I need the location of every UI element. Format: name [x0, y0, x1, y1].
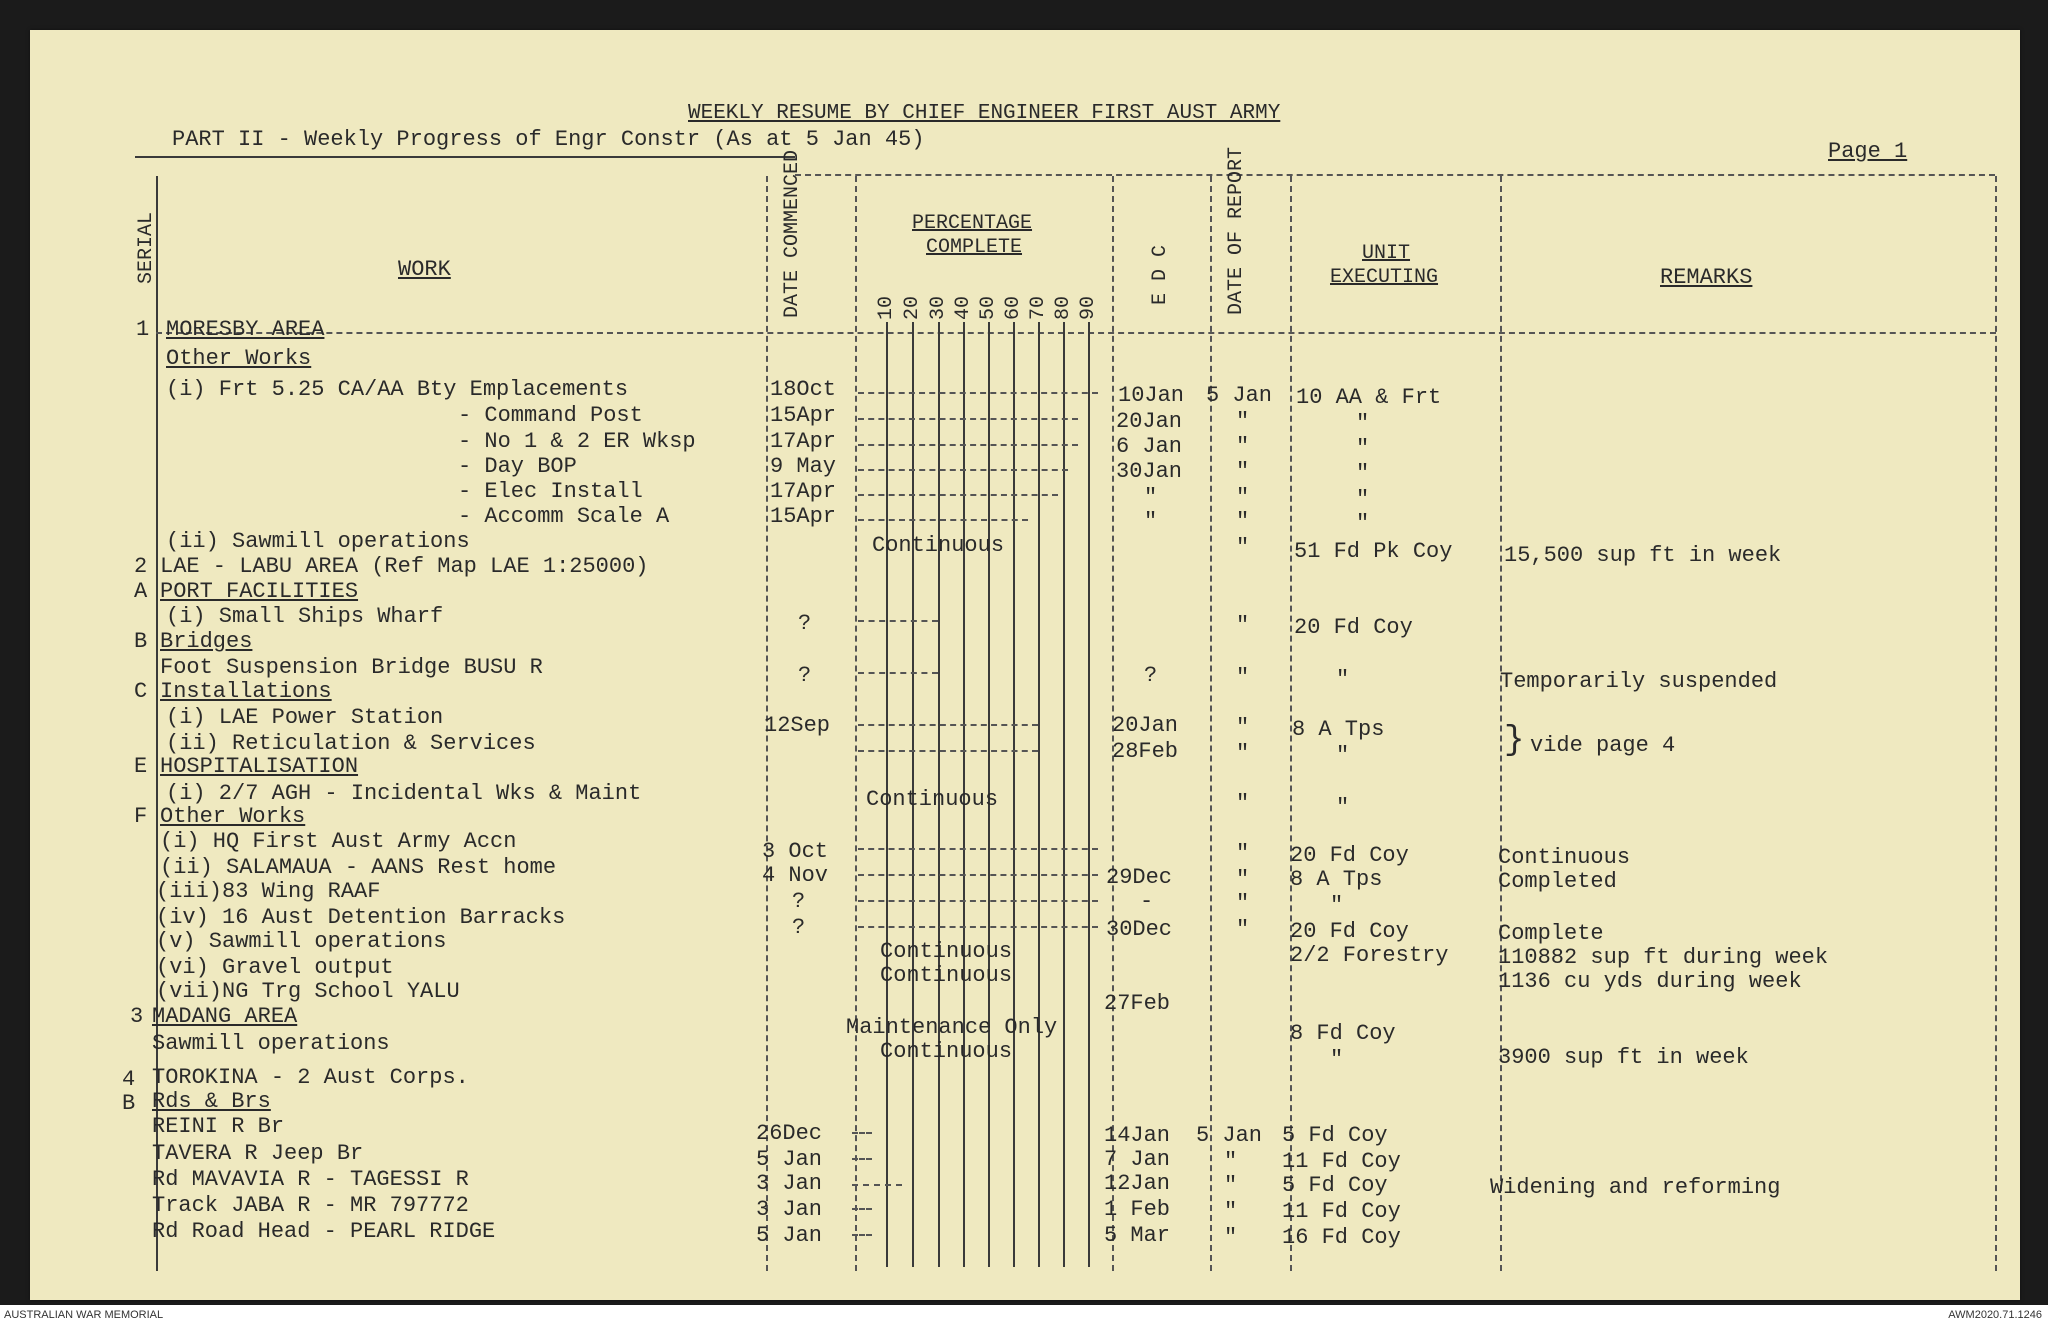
col-line-edc — [1210, 176, 1212, 1271]
edc-value: 7 Jan — [1104, 1147, 1171, 1172]
date-commenced: 18Oct — [770, 377, 837, 402]
work-mavavia: Rd MAVAVIA R - TAGESSI R — [152, 1167, 469, 1192]
serial-a: A — [134, 579, 148, 604]
work-gravel: (vi) Gravel output — [156, 955, 394, 980]
progress-bar — [852, 1184, 902, 1186]
unit-value: 2/2 Forestry — [1290, 943, 1449, 968]
serial-c: C — [134, 679, 148, 704]
progress-bar — [858, 469, 1068, 471]
unit-value: 11 Fd Coy — [1282, 1199, 1401, 1224]
date-commenced: ? — [798, 663, 812, 688]
col-header-serial: SERIAL — [135, 212, 158, 285]
pct-note: Continuous — [880, 963, 1013, 988]
work-small-ships: (i) Small Ships Wharf — [166, 604, 444, 629]
work-hosp: HOSPITALISATION — [160, 754, 359, 779]
work-madang: MADANG AREA — [152, 1004, 298, 1029]
unit-ditto: " — [1336, 795, 1350, 820]
pct-line-80 — [1063, 322, 1065, 1267]
unit-ditto: " — [1356, 436, 1370, 461]
report-ditto: " — [1236, 791, 1250, 816]
progress-bar — [858, 418, 1078, 420]
pct-tick-10: 10 — [875, 295, 898, 320]
progress-bar — [858, 874, 1098, 876]
work-no12: - No 1 & 2 ER Wksp — [458, 429, 696, 454]
date-commenced: 15Apr — [770, 504, 837, 529]
report-ditto: " — [1236, 917, 1250, 942]
report-date: 5 Jan — [1196, 1123, 1263, 1148]
unit-ditto: " — [1336, 743, 1350, 768]
report-ditto: " — [1236, 867, 1250, 892]
header-rule — [795, 174, 1995, 176]
report-ditto: " — [1236, 535, 1250, 560]
progress-bar — [858, 848, 1098, 850]
report-ditto: " — [1224, 1225, 1238, 1250]
work-wing: (iii)83 Wing RAAF — [156, 879, 381, 904]
progress-bar — [858, 926, 1098, 928]
col-line-right — [1995, 176, 1997, 1271]
date-commenced: 3 Jan — [756, 1171, 823, 1196]
edc-value: - — [1140, 889, 1154, 914]
pct-line-90 — [1088, 322, 1090, 1267]
col-header-pct-2: COMPLETE — [926, 236, 1023, 259]
work-torokina: TOROKINA - 2 Aust Corps. — [152, 1065, 469, 1090]
remark: 110882 sup ft during week — [1498, 945, 1829, 970]
report-ditto: " — [1224, 1149, 1238, 1174]
work-jaba: Track JABA R - MR 797772 — [152, 1193, 469, 1218]
report-ditto: " — [1236, 741, 1250, 766]
col-line-date — [855, 176, 857, 1271]
progress-bar — [858, 392, 1098, 394]
pct-line-60 — [1013, 322, 1015, 1267]
report-ditto: " — [1236, 485, 1250, 510]
work-accomm: - Accomm Scale A — [458, 504, 670, 529]
remark: Completed — [1498, 869, 1617, 894]
work-sawmill-ii: (ii) Sawmill operations — [166, 529, 470, 554]
work-rds: Rds & Brs — [152, 1089, 271, 1114]
work-detention: (iv) 16 Aust Detention Barracks — [156, 905, 566, 930]
footer-bar — [0, 1305, 2048, 1325]
work-other-works-2: Other Works — [160, 804, 306, 829]
remark: 15,500 sup ft in week — [1504, 543, 1782, 568]
edc-value: 30Dec — [1106, 917, 1173, 942]
unit-ditto: " — [1336, 667, 1350, 692]
col-header-edc: E D C — [1149, 244, 1172, 305]
unit-ditto: " — [1330, 1047, 1344, 1072]
edc-value: 28Feb — [1112, 739, 1179, 764]
page-number: Page 1 — [1828, 139, 1908, 164]
report-ditto: " — [1224, 1173, 1238, 1198]
progress-bar — [858, 620, 938, 622]
edc-value: 1 Feb — [1104, 1197, 1171, 1222]
footer-credit: AUSTRALIAN WAR MEMORIAL — [4, 1309, 164, 1321]
progress-bar — [858, 494, 1058, 496]
unit-value: 20 Fd Coy — [1290, 843, 1409, 868]
unit-value: 5 Fd Coy — [1282, 1173, 1388, 1198]
work-installations: Installations — [160, 679, 332, 704]
pct-note: Continuous — [880, 1039, 1013, 1064]
work-frt: (i) Frt 5.25 CA/AA Bty Emplacements — [166, 377, 629, 402]
serial-2: 2 — [134, 554, 148, 579]
pct-tick-90: 90 — [1077, 295, 1100, 320]
unit-ditto: " — [1356, 461, 1370, 486]
pct-note: Maintenance Only — [846, 1015, 1058, 1040]
serial-4: 4 — [122, 1067, 136, 1092]
progress-bar — [858, 724, 1038, 726]
serial-b2: B — [122, 1091, 136, 1116]
report-ditto: " — [1236, 891, 1250, 916]
date-commenced: ? — [792, 915, 806, 940]
serial-f: F — [134, 804, 148, 829]
col-header-work: WORK — [398, 257, 451, 282]
document-title: WEEKLY RESUME BY CHIEF ENGINEER FIRST AUST ARMY — [688, 102, 1281, 125]
date-commenced: 17Apr — [770, 429, 837, 454]
part-heading: PART II - Weekly Progress of Engr Constr (As at 5 Jan 45) — [172, 127, 925, 152]
col-line-unit — [1500, 176, 1502, 1271]
unit-value: 8 Fd Coy — [1290, 1021, 1396, 1046]
report-ditto: " — [1236, 409, 1250, 434]
unit-ditto: " — [1356, 511, 1370, 536]
remark: Complete — [1498, 921, 1604, 946]
date-commenced: 4 Nov — [762, 863, 829, 888]
edc-value: ? — [1144, 663, 1158, 688]
work-sawmill-v: (v) Sawmill operations — [156, 929, 447, 954]
date-commenced: 9 May — [770, 454, 837, 479]
progress-bar — [852, 1158, 872, 1160]
unit-ditto: " — [1330, 893, 1344, 918]
work-reini: REINI R Br — [152, 1114, 285, 1139]
unit-ditto: " — [1356, 487, 1370, 512]
pct-tick-40: 40 — [952, 295, 975, 320]
work-elec: - Elec Install — [458, 479, 643, 504]
col-header-unit-1: UNIT — [1362, 242, 1411, 265]
edc-value: 30Jan — [1116, 459, 1183, 484]
pct-note: Continuous — [866, 787, 999, 812]
unit-value: 20 Fd Coy — [1290, 919, 1409, 944]
report-ditto: " — [1236, 459, 1250, 484]
date-commenced: 5 Jan — [756, 1147, 823, 1172]
work-tavera: TAVERA R Jeep Br — [152, 1141, 364, 1166]
date-commenced: 26Dec — [756, 1121, 823, 1146]
report-ditto: " — [1224, 1199, 1238, 1224]
pct-tick-20: 20 — [901, 295, 924, 320]
serial-3: 3 — [130, 1004, 144, 1029]
edc-value: 20Jan — [1112, 713, 1179, 738]
edc-value: 20Jan — [1116, 409, 1183, 434]
edc-value: " — [1144, 509, 1158, 534]
progress-bar — [858, 444, 1078, 446]
serial-b: B — [134, 629, 148, 654]
report-date: 5 Jan — [1206, 383, 1273, 408]
edc-value: 27Feb — [1104, 991, 1171, 1016]
unit-value: 20 Fd Coy — [1294, 615, 1413, 640]
remark: Widening and reforming — [1490, 1175, 1781, 1200]
work-salamaua: (ii) SALAMAUA - AANS Rest home — [160, 855, 557, 880]
col-header-remarks: REMARKS — [1660, 265, 1753, 290]
edc-value: 14Jan — [1104, 1123, 1171, 1148]
edc-value: " — [1144, 485, 1158, 510]
pct-note: Continuous — [872, 533, 1005, 558]
work-power: (i) LAE Power Station — [166, 705, 444, 730]
work-sawmill-m: Sawmill operations — [152, 1031, 390, 1056]
unit-value: 51 Fd Pk Coy — [1294, 539, 1453, 564]
remark: vide page 4 — [1530, 733, 1676, 758]
edc-value: 5 Mar — [1104, 1223, 1171, 1248]
report-ditto: " — [1236, 613, 1250, 638]
work-agh: (i) 2/7 AGH - Incidental Wks & Maint — [166, 781, 642, 806]
remark: 1136 cu yds during week — [1498, 969, 1802, 994]
pct-line-70 — [1038, 322, 1040, 1267]
work-bridges: Bridges — [160, 629, 253, 654]
work-pearl: Rd Road Head - PEARL RIDGE — [152, 1219, 496, 1244]
remark: Temporarily suspended — [1500, 669, 1778, 694]
progress-bar — [858, 519, 1028, 521]
edc-value: 29Dec — [1106, 865, 1173, 890]
brace-icon: } — [1504, 722, 1525, 760]
edc-value: 6 Jan — [1116, 434, 1183, 459]
date-commenced: ? — [798, 611, 812, 636]
header-bottom-rule — [156, 332, 1996, 334]
progress-bar — [852, 1234, 872, 1236]
work-foot-bridge: Foot Suspension Bridge BUSU R — [160, 655, 543, 680]
pct-tick-70: 70 — [1027, 295, 1050, 320]
work-lae: LAE - LABU AREA (Ref Map LAE 1:25000) — [160, 554, 649, 579]
pct-tick-60: 60 — [1002, 295, 1025, 320]
col-header-date-commenced: DATE COMMENCED — [781, 149, 804, 318]
serial-e: E — [134, 754, 148, 779]
date-commenced: 5 Jan — [756, 1223, 823, 1248]
date-commenced: ? — [792, 889, 806, 914]
progress-bar — [858, 900, 1098, 902]
progress-bar — [852, 1132, 872, 1134]
header-underline — [135, 156, 795, 158]
date-commenced: 15Apr — [770, 403, 837, 428]
unit-value: 16 Fd Coy — [1282, 1225, 1401, 1250]
report-ditto: " — [1236, 841, 1250, 866]
progress-bar — [852, 1208, 872, 1210]
pct-note: Continuous — [880, 939, 1013, 964]
footer-accession-number: AWM2020.71.1246 — [1948, 1309, 2042, 1321]
report-ditto: " — [1236, 715, 1250, 740]
unit-value: 5 Fd Coy — [1282, 1123, 1388, 1148]
report-ditto: " — [1236, 665, 1250, 690]
remark: 3900 sup ft in week — [1498, 1045, 1749, 1070]
work-hq: (i) HQ First Aust Army Accn — [160, 829, 517, 854]
pct-tick-50: 50 — [977, 295, 1000, 320]
work-other-works: Other Works — [166, 346, 312, 371]
work-ng-trg: (vii)NG Trg School YALU — [156, 979, 460, 1004]
pct-tick-80: 80 — [1052, 295, 1075, 320]
edc-value: 10Jan — [1118, 383, 1185, 408]
report-ditto: " — [1236, 509, 1250, 534]
unit-value: 8 A Tps — [1292, 717, 1385, 742]
report-ditto: " — [1236, 434, 1250, 459]
progress-bar — [858, 672, 938, 674]
date-commenced: 3 Oct — [762, 839, 829, 864]
unit-value: 10 AA & Frt — [1296, 385, 1442, 410]
work-retic: (ii) Reticulation & Services — [166, 731, 536, 756]
col-header-pct-1: PERCENTAGE — [912, 212, 1033, 235]
date-commenced: 12Sep — [764, 713, 831, 738]
date-commenced: 17Apr — [770, 479, 837, 504]
work-moresby: MORESBY AREA — [166, 317, 325, 342]
date-commenced: 3 Jan — [756, 1197, 823, 1222]
progress-bar — [858, 750, 1038, 752]
work-port: PORT FACILITIES — [160, 579, 359, 604]
pct-tick-30: 30 — [927, 295, 950, 320]
work-cmd-post: - Command Post — [458, 403, 643, 428]
serial-1: 1 — [136, 317, 150, 342]
unit-ditto: " — [1356, 411, 1370, 436]
edc-value: 12Jan — [1104, 1171, 1171, 1196]
col-header-unit-2: EXECUTING — [1330, 266, 1439, 289]
remark: Continuous — [1498, 845, 1631, 870]
unit-value: 11 Fd Coy — [1282, 1149, 1401, 1174]
unit-value: 8 A Tps — [1290, 867, 1383, 892]
col-header-date-of-report: DATE OF REPORT — [1225, 146, 1248, 315]
work-day-bop: - Day BOP — [458, 454, 577, 479]
